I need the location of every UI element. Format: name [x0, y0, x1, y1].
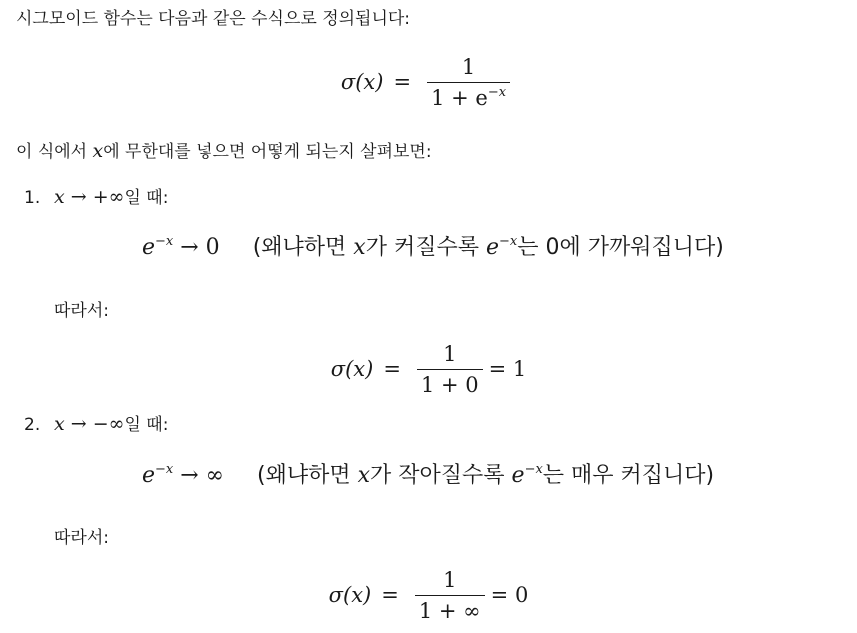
definition-denominator	[427, 82, 510, 110]
definition-denominator-exp: −x	[487, 84, 507, 100]
case1-note-prefix: (왜냐하면	[252, 235, 354, 260]
case1-math: x → +∞	[54, 186, 125, 208]
list-item-case1	[24, 186, 168, 209]
case1-result-denominator: 1 + 0	[417, 369, 483, 397]
case1-limit-base: e	[142, 235, 156, 260]
case2-number: 2.	[24, 415, 41, 435]
case2-result-fraction	[415, 568, 485, 623]
case1-limit-rest: → 0	[173, 235, 220, 260]
case2-note	[257, 463, 714, 488]
case1-note-base: e	[485, 235, 499, 260]
case1-note	[253, 235, 724, 260]
case1-result-value: = 1	[488, 357, 527, 381]
case1-note-mid: 가 커질수록	[365, 235, 486, 260]
case2-note-suffix: 는 매우 커집니다)	[542, 463, 715, 488]
case1-result-equals: =	[383, 357, 401, 381]
case2-note-mid: 가 작아질수록	[370, 463, 512, 488]
question-text	[16, 140, 432, 163]
case2-limit-rest: → ∞	[173, 463, 225, 488]
question-prefix: 이 식에서	[16, 142, 93, 162]
case2-limit-exp: −x	[155, 462, 174, 477]
case1-result-numerator: 1	[443, 341, 457, 366]
case2-result-equation	[0, 566, 857, 624]
case2-note-prefix: (왜냐하면	[257, 463, 358, 488]
sigmoid-definition-equation	[0, 52, 857, 112]
case1-note-exp: −x	[498, 234, 518, 249]
case2-result-value: = 0	[490, 583, 529, 607]
case2-note-exp: −x	[524, 462, 543, 477]
case1-limit-line	[142, 230, 724, 261]
case1-suffix: 일 때:	[124, 188, 169, 208]
case2-result-denominator: 1 + ∞	[415, 595, 485, 623]
case1-result-fraction	[417, 342, 483, 397]
case2-result-equals: =	[381, 583, 399, 607]
definition-fraction	[427, 55, 510, 110]
case2-note-base: e	[511, 463, 525, 488]
case2-limit-line	[142, 458, 714, 489]
definition-numerator: 1	[461, 54, 476, 79]
case1-note-suffix: 는 0에 가까워집니다)	[517, 235, 724, 260]
case2-result-numerator: 1	[443, 567, 457, 592]
case1-result-equation	[0, 340, 857, 398]
intro-text: 시그모이드 함수는 다음과 같은 수식으로 정의됩니다:	[16, 9, 411, 29]
case1-note-var: x	[353, 235, 366, 260]
case1-number: 1.	[24, 188, 41, 208]
case2-suffix: 일 때:	[124, 415, 169, 435]
question-variable: x	[92, 140, 104, 162]
definition-equals: =	[393, 70, 412, 94]
list-item-case2	[24, 413, 168, 436]
case2-note-var: x	[357, 463, 371, 488]
definition-lhs: σ(x)	[340, 70, 384, 94]
definition-denominator-base: 1 + e	[431, 85, 488, 110]
case2-math: x → −∞	[54, 413, 125, 435]
question-suffix: 에 무한대를 넣으면 어떻게 되는지 살펴보면:	[103, 142, 432, 162]
case2-result-lhs: σ(x)	[328, 583, 372, 607]
case1-result-lhs: σ(x)	[330, 357, 374, 381]
case1-therefore: 따라서:	[54, 301, 109, 321]
case2-therefore: 따라서:	[54, 528, 109, 548]
case2-limit-base: e	[142, 463, 156, 488]
case1-limit-exp: −x	[155, 234, 174, 249]
